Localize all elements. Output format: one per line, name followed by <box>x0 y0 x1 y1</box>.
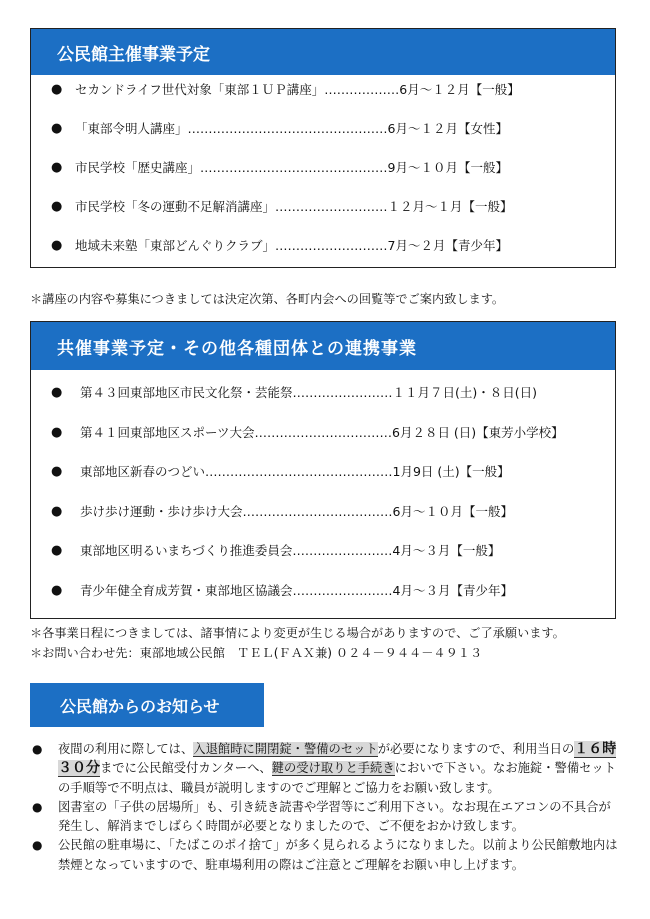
list-item <box>31 116 615 155</box>
event-text: 東部地区新春のつどい………………………………………1月9日 (土)【一般】 <box>80 464 510 480</box>
notice-parking <box>30 836 622 875</box>
event-text: 第４１回東部地区スポーツ大会……………………………6月２８日 (日)【東芳小学校】 <box>80 424 564 440</box>
co-hosted-events-box <box>30 321 616 619</box>
bullet-icon: ● <box>32 799 43 814</box>
bullet-icon: ● <box>32 742 43 756</box>
contact-note: ＊お問い合わせ先：東部地域公民館 ＴＥＬ(ＦＡＸ兼) ０２４－９４４－４９１３ <box>30 646 483 660</box>
bullet-icon: ● <box>51 503 63 519</box>
event-text: 地域未来塾「東部どんぐりクラブ」………………………7月～２月【青少年】 <box>75 238 508 253</box>
sponsored-events-list <box>31 77 615 272</box>
co-hosted-events-list <box>31 380 615 618</box>
course-info-note: ＊講座の内容や募集につきましては決定次第、各町内会への回覧等でご案内致します。 <box>30 292 505 306</box>
notice-text: 図書室の「子供の居場所」も、引き続き読書や学習等にご利用下さい。なお現在エアコンの不具合が発生し、解消までしばらく時間が必要となりましたので、ご不便をおかけ致します。 <box>58 799 611 834</box>
bullet-icon: ● <box>32 838 43 853</box>
event-text: 青少年健全育成芳賀・東部地区協議会……………………4月～３月【青少年】 <box>80 582 513 598</box>
bullet-icon: ● <box>51 199 63 214</box>
bullet-icon: ● <box>51 82 63 97</box>
event-text: 歩け歩け運動・歩け歩け大会………………………………6月～１０月【一般】 <box>80 503 513 519</box>
notice-text: 公民館の駐車場に、「たばこのポイ捨て」が多く見られるようになりました。以前より公民館敷地内は禁煙となっていますので、駐車場利用の際はご注意とご理解をお願い申し上げます。 <box>58 838 618 872</box>
highlight-text: 入退館時に開閉錠・警備のセット <box>193 742 378 756</box>
notices-header: 公民館からのお知らせ <box>30 683 264 727</box>
event-text: 東部地区明るいまちづくり推進委員会……………………4月～３月【一般】 <box>80 543 501 559</box>
notices-list <box>30 740 622 875</box>
list-item <box>31 233 615 272</box>
event-text: 市民学校「歴史講座」………………………………………9月～１０月【一般】 <box>75 160 508 175</box>
notice-text: 夜間の利用に際しては、 <box>58 742 194 756</box>
list-item <box>31 538 615 578</box>
notice-night-use <box>30 740 622 798</box>
bullet-icon: ● <box>51 121 63 136</box>
highlight-text: 鍵の受け取りと手続き <box>271 761 395 776</box>
list-item <box>31 499 615 539</box>
list-item <box>31 155 615 194</box>
bullet-icon: ● <box>51 464 63 480</box>
notice-text: が必要になりますので、利用当日の <box>377 742 575 756</box>
list-item <box>31 420 615 460</box>
co-hosted-events-header: 共催事業予定・その他各種団体との連携事業 <box>31 322 615 370</box>
bullet-icon: ● <box>51 238 63 253</box>
notice-text: においで下さい。なお施錠・警備セットの手順等で不明点は、職員が説明しますのでご理解とご協力をお願い致します。 <box>58 761 617 795</box>
list-item <box>31 459 615 499</box>
notice-library <box>30 798 622 837</box>
schedule-change-note: ＊各事業日程につきましては、諸事情により変更が生じる場合がありますので、ご了承願います。 <box>30 626 565 640</box>
highlight-time: １６時３０分 <box>58 741 617 777</box>
list-item <box>31 194 615 233</box>
list-item <box>31 380 615 420</box>
sponsored-events-box <box>30 28 616 268</box>
event-text: 第４３回東部地区市民文化祭・芸能祭……………………１１月７日(土)・８日(日) <box>80 385 538 400</box>
sponsored-events-header: 公民館主催事業予定 <box>31 29 615 75</box>
bullet-icon: ● <box>51 543 63 559</box>
event-text: 「東部令明人講座」…………………………………………6月～１２月【女性】 <box>75 121 508 136</box>
notice-text: までに公民館受付カンターへ、 <box>100 761 272 776</box>
event-text: 市民学校「冬の運動不足解消講座」………………………１２月～１月【一般】 <box>75 199 513 214</box>
list-item <box>31 77 615 116</box>
event-text: セカンドライフ世代対象「東部１ＵＰ講座」………………6月～１２月【一般】 <box>75 82 520 97</box>
bullet-icon: ● <box>51 160 63 175</box>
bullet-icon: ● <box>51 582 63 598</box>
bullet-icon: ● <box>51 385 63 400</box>
bullet-icon: ● <box>51 424 63 440</box>
list-item <box>31 578 615 618</box>
